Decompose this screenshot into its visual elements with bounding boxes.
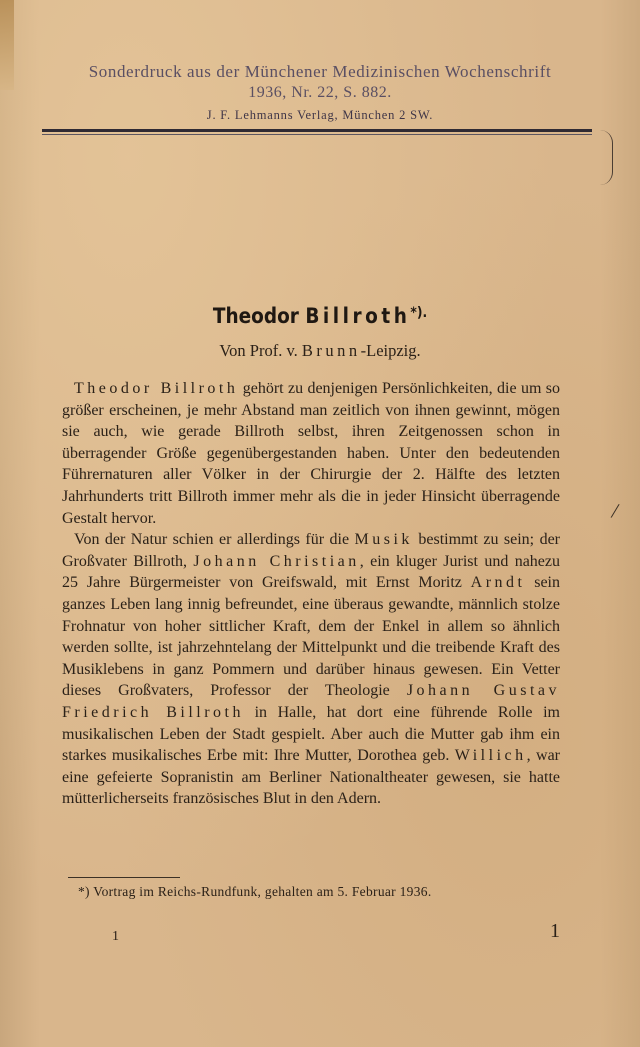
byline-prefix: Von Prof. v.	[219, 341, 298, 360]
margin-check-mark: /	[609, 497, 621, 524]
header-publisher-line: J. F. Lehmanns Verlag, München 2 SW.	[206, 108, 434, 122]
header-issue-line: 1936, Nr. 22, S. 882.	[248, 84, 392, 101]
article-title-footnote-marker: *).	[410, 305, 428, 321]
offprint-header	[0, 62, 640, 126]
article-byline	[0, 341, 640, 361]
spaced-name-run: Johann Christian	[193, 552, 360, 570]
footnote: *) Vortrag im Reichs-Rundfunk, gehalten am 5. Februar 1936.	[78, 884, 432, 899]
spaced-name-run: Arndt	[470, 574, 526, 592]
header-rule-thick	[42, 129, 592, 132]
article-title-main: Theodor	[212, 304, 299, 328]
text-run: sein ganzes Leben lang innig befreundet, eine überaus gewandte, männlich stolze Frohnatur von hoher sittlicher Kraft, dem der Enkel in allem so ähnlich werden sollte, ist jahrzehntelang der Mittelpunkt und die treibende Kraft des Musiklebens in ganz Pommern und darüber hinaus gewesen. Ein Vetter dieses Großvaters, Professor der Theologie	[62, 574, 560, 700]
text-run: gehört zu denjenigen Persönlichkeiten, die um so größer erscheinen, je mehr Abstand man zeitlich von ihnen gewinnt, mögen sie auch, wie gerade Billroth selbst, ihren Zeitgenossen schon in überragender Größe gegenübergestanden haben. Unter den bedeutenden Führernaturen aller Völker in der Chirurgie der 2. Hälfte des letzten Jahrhunderts tritt Billroth immer mehr als die in jeder Hinsicht überragende Gestalt hervor.	[62, 380, 561, 527]
text-run: bestimmt zu sein; der Großvater Billroth,	[62, 531, 561, 570]
page-number: 1	[550, 920, 560, 942]
article-title-spaced: Billroth	[305, 304, 411, 328]
header-source-line: Sonderdruck aus der Münchener Medizinischen Wochenschrift	[88, 62, 552, 81]
text-run: in Halle, hat dort eine führende Rolle im musikalischen Leben der Stadt gespielt. Aber auch die Mutter gab ihm ein starkes musikalisches Erbe mit: Ihre Mutter, Dorothea geb.	[62, 703, 560, 765]
text-run: , war eine gefeierte Sopranistin am Berliner Nationaltheater gewesen, sie hatte mütterlicherseits französisches Blut in den Adern.	[62, 747, 561, 808]
paragraph-2	[62, 529, 560, 810]
text-run: , ein kluger Jurist und nahezu 25 Jahre Bürgermeister von Greifswald, mit Ernst Moritz	[62, 552, 561, 592]
printer-signature: 1	[112, 929, 119, 944]
byline-suffix: -Leipzig.	[360, 341, 421, 360]
paragraph-1	[62, 378, 560, 529]
byline-author: Brunn	[301, 341, 361, 360]
footnote-rule	[68, 877, 180, 878]
spaced-name-run: Willich	[454, 747, 527, 765]
margin-pencil-mark	[600, 130, 613, 185]
spaced-name-run: Musik	[354, 531, 413, 549]
article-body	[62, 378, 560, 810]
text-run: Von der Natur schien er allerdings für die	[74, 531, 355, 549]
spaced-name-run: Johann Gustav Friedrich Billroth	[62, 682, 561, 721]
article-title	[38, 304, 601, 328]
header-rule-thin	[42, 134, 592, 135]
spaced-name-run: Theodor Billroth	[74, 380, 239, 397]
